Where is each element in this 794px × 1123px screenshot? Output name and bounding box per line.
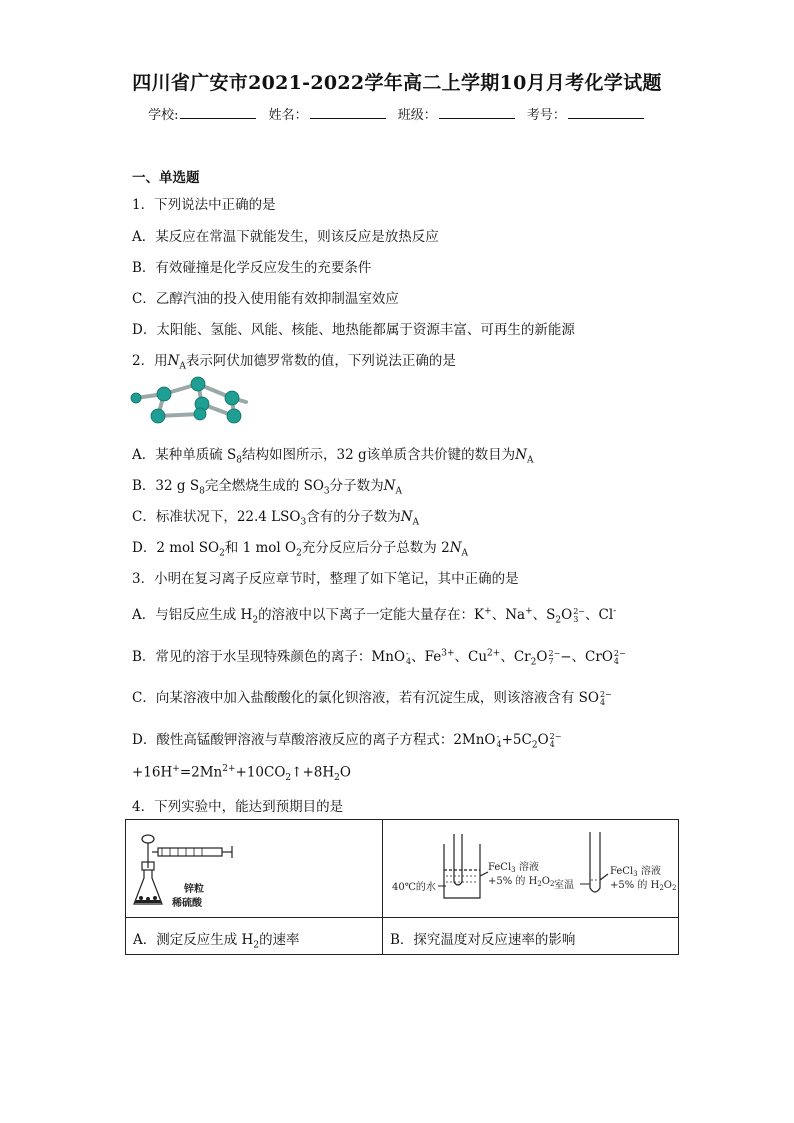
- q1-option-b: B．有效碰撞是化学反应发生的充要条件: [132, 260, 372, 276]
- table-vertical-divider: [382, 820, 383, 954]
- school-blank[interactable]: [180, 106, 256, 119]
- name-label: 姓名：: [268, 108, 308, 123]
- zinc-label: 锌粒: [184, 884, 204, 895]
- q1-option-a: A．某反应在常温下就能发生，则该反应是放热反应: [132, 229, 439, 245]
- q2-option-d: D．2 mol $SO_2$和 1 mol $O_2$充分反应后分子总数为 $2N_A$: [132, 540, 469, 559]
- h2o2-label-left: +5% 的 $H_2O_2$: [488, 876, 555, 888]
- apparatus-a-image: [132, 830, 242, 912]
- q3-option-b: B．常见的溶于水呈现特殊颜色的离子：MnO - 4 、$Fe^{3+}$、$Cu^{2+}$、$Cr_2O$ 2− 7 −、CrO 2− 4: [132, 648, 626, 668]
- q1-option-c: C．乙醇汽油的投入使用能有效抑制温室效应: [132, 291, 399, 307]
- school-label: 学校:: [148, 108, 179, 123]
- name-blank[interactable]: [310, 106, 386, 119]
- student-info: [0, 104, 794, 123]
- acid-label: 稀硫酸: [172, 898, 202, 909]
- class-blank[interactable]: [439, 106, 515, 119]
- q4-stem: 4．下列实验中，能达到预期目的是: [132, 799, 344, 815]
- class-label: 班级：: [397, 108, 437, 123]
- q4-option-a: A．测定反应生成 $H_2$的速率: [133, 932, 300, 951]
- q3-option-a: A．与铝反应生成 $H_2$的溶液中以下离子一定能大量存在：K+、Na+、$S_2O$ 2− 3 、Cl-: [132, 606, 617, 626]
- fecl3-label-left: FeCl$_3$ 溶液: [488, 862, 539, 874]
- q1-option-d: D．太阳能、氢能、风能、核能、地热能都属于资源丰富、可再生的新能源: [132, 322, 575, 338]
- water-label: 40℃的水: [392, 882, 436, 893]
- s8-molecule-image: [128, 372, 260, 432]
- exam-title: 四川省广安市2021-2022学年高二上学期10月月考化学试题: [132, 72, 662, 94]
- q2-stem: 2．用$N_A$表示阿伏加德罗常数的值，下列说法正确的是: [132, 353, 456, 372]
- q1-stem: 1．下列说法中正确的是: [132, 197, 276, 213]
- section-heading: 一、单选题: [132, 170, 200, 186]
- q3-option-d-continued: $+16H^+=2Mn^{2+}+10CO_2↑+8H_2O$: [132, 764, 351, 784]
- q3-option-d: D．酸性高锰酸钾溶液与草酸溶液反应的离子方程式：2MnO - 4 $+5C_2O$ 2− 4: [132, 731, 562, 751]
- q4-option-b: B．探究温度对反应速率的影响: [390, 932, 576, 948]
- q3-stem: 3．小明在复习离子反应章节时，整理了如下笔记，其中正确的是: [132, 571, 519, 587]
- q3-option-c: C．向某溶液中加入盐酸酸化的氯化钡溶液，若有沉淀生成，则该溶液含有 SO 2− 4: [132, 689, 612, 707]
- room-temp-label: 室温: [554, 880, 574, 891]
- q4-table: [125, 819, 679, 955]
- q2-option-c: C．标准状况下，22.4 $LSO_3$含有的分子数为$N_A$: [132, 509, 420, 528]
- number-blank[interactable]: [568, 106, 644, 119]
- fecl3-label-right: FeCl$_3$ 溶液: [610, 866, 661, 878]
- apparatus-b-image: [388, 826, 676, 912]
- table-horizontal-divider: [126, 917, 678, 918]
- q2-option-b: B．32 g $S_8$完全燃烧生成的 $SO_3$分子数为$N_A$: [132, 478, 402, 497]
- h2o2-label-right: +5% 的 $H_2O_2$: [610, 880, 677, 892]
- number-label: 考号：: [526, 108, 566, 123]
- q2-option-a: A．某种单质硫 $S_8$结构如图所示，32 g该单质含共价键的数目为$N_A$: [132, 447, 534, 466]
